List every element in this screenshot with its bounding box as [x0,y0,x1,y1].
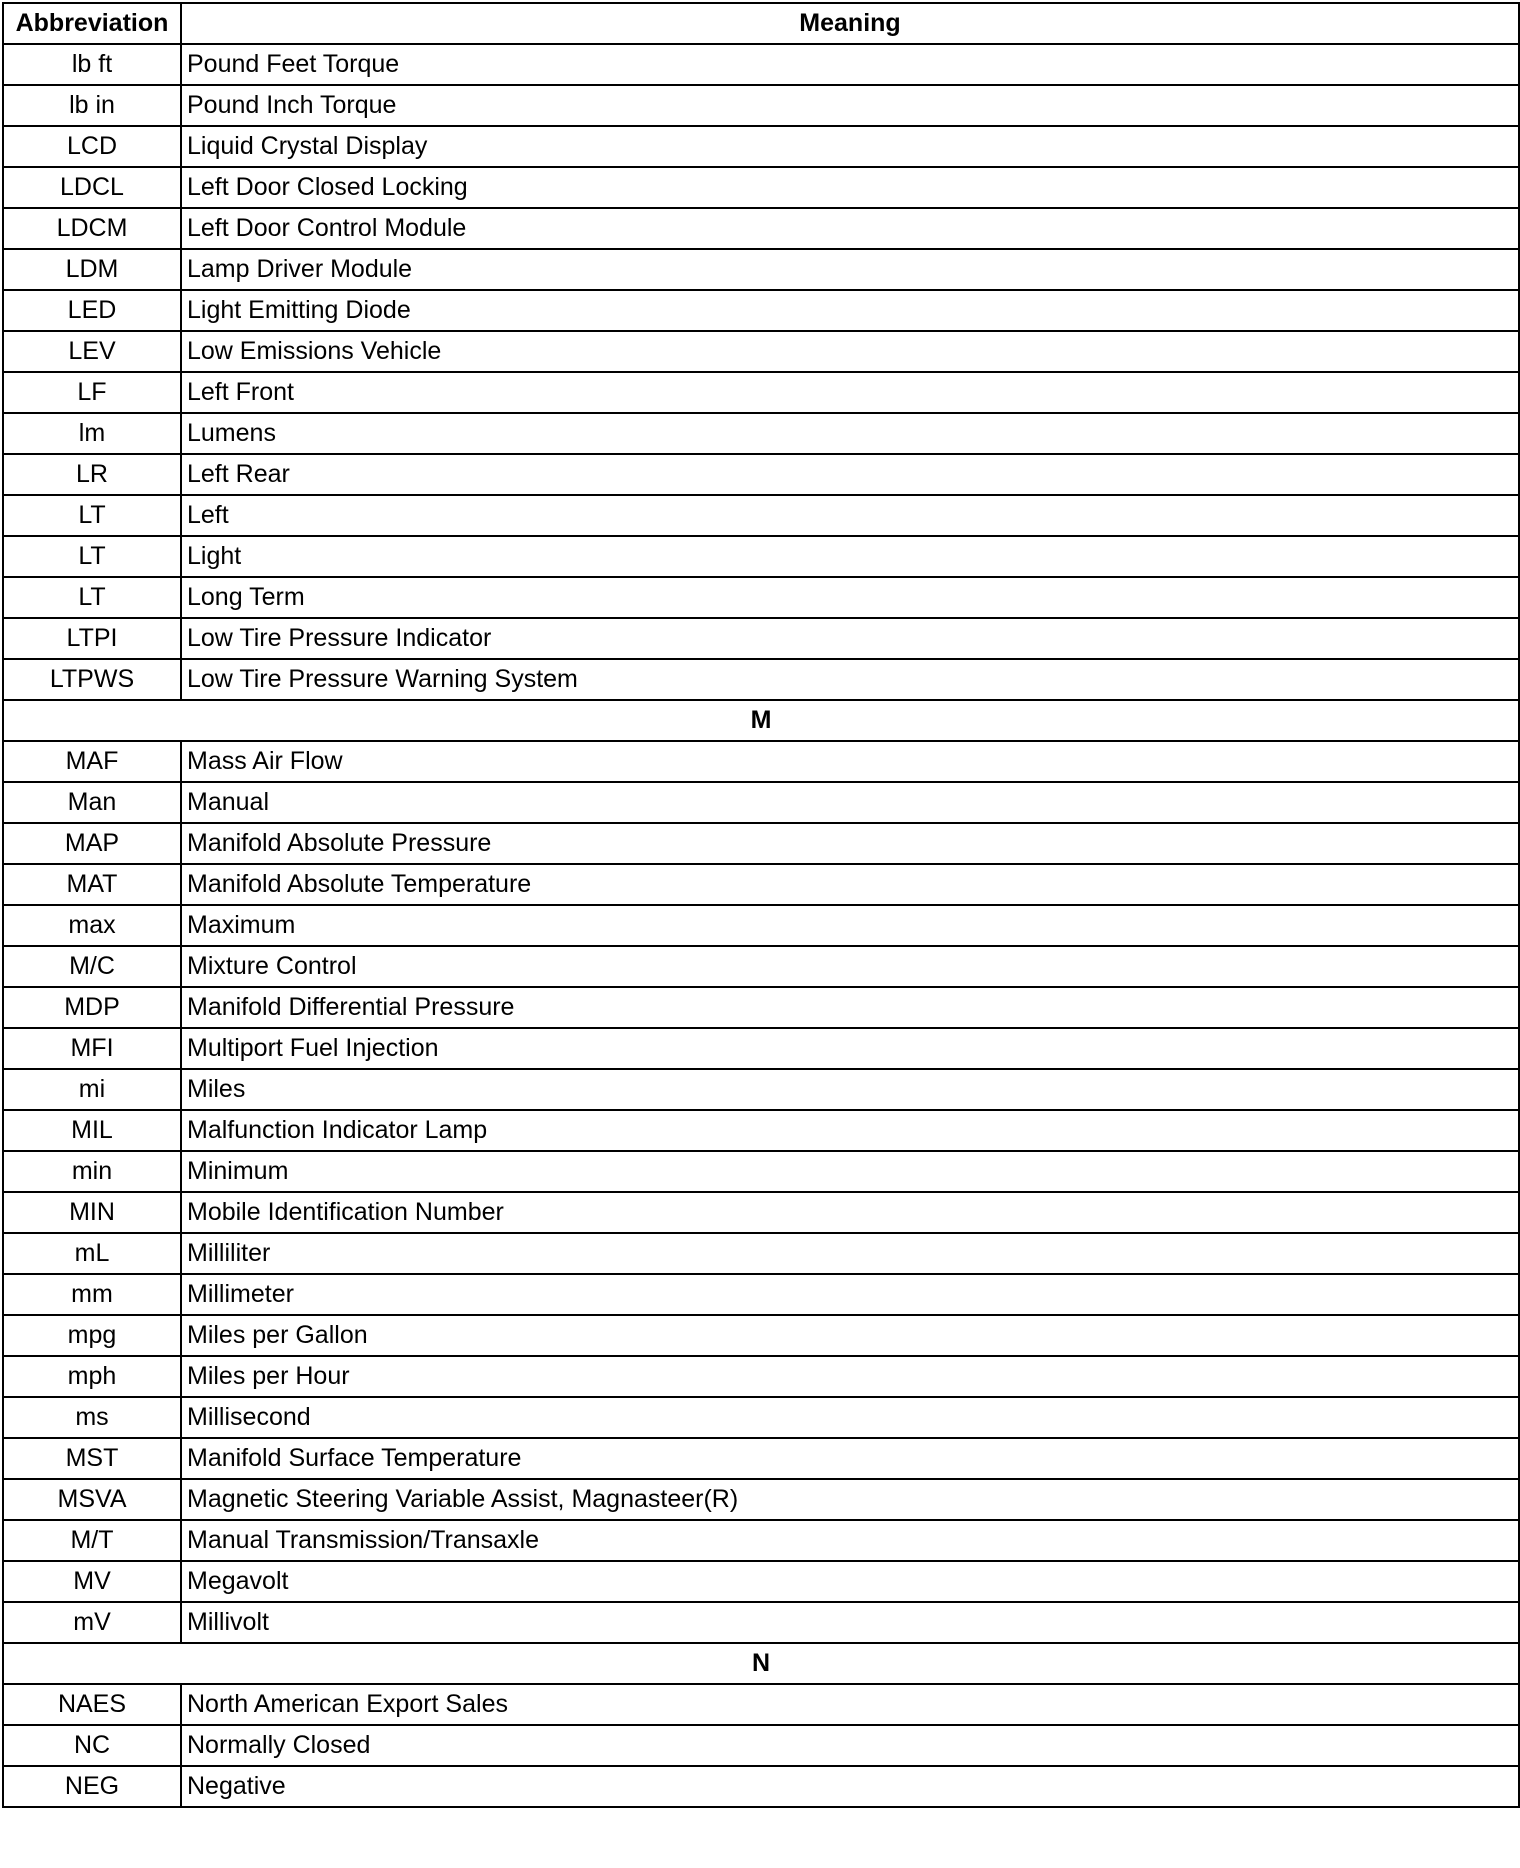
abbreviation-cell: LED [3,290,181,331]
meaning-cell: Maximum [181,905,1519,946]
table-row [3,1479,1519,1520]
abbreviation-cell: LTPI [3,618,181,659]
table-row [3,413,1519,454]
table-row [3,1233,1519,1274]
meaning-cell: Liquid Crystal Display [181,126,1519,167]
meaning-cell: Long Term [181,577,1519,618]
meaning-cell: Low Tire Pressure Indicator [181,618,1519,659]
table-row [3,1520,1519,1561]
abbreviation-table [2,2,1520,1808]
table-row [3,1192,1519,1233]
abbreviation-cell: NAES [3,1684,181,1725]
table-row [3,1151,1519,1192]
abbreviation-cell: NC [3,1725,181,1766]
meaning-cell: Manual [181,782,1519,823]
table-row [3,864,1519,905]
table-row [3,1766,1519,1807]
abbreviation-cell: mph [3,1356,181,1397]
table-row [3,126,1519,167]
meaning-cell: Manifold Differential Pressure [181,987,1519,1028]
meaning-cell: Low Emissions Vehicle [181,331,1519,372]
table-row [3,946,1519,987]
table-row [3,167,1519,208]
meaning-cell: Mixture Control [181,946,1519,987]
table-row [3,1356,1519,1397]
meaning-cell: Left [181,495,1519,536]
abbreviation-cell: mm [3,1274,181,1315]
abbreviation-cell: lm [3,413,181,454]
meaning-cell: Millimeter [181,1274,1519,1315]
table-row [3,1438,1519,1479]
meaning-cell: Left Door Closed Locking [181,167,1519,208]
abbreviation-cell: LF [3,372,181,413]
meaning-cell: Mass Air Flow [181,741,1519,782]
table-row [3,618,1519,659]
abbreviation-cell: Man [3,782,181,823]
table-row [3,1274,1519,1315]
meaning-cell: Light Emitting Diode [181,290,1519,331]
meaning-cell: Multiport Fuel Injection [181,1028,1519,1069]
table-row [3,1602,1519,1643]
meaning-cell: Negative [181,1766,1519,1807]
table-row [3,1397,1519,1438]
abbreviation-cell: MV [3,1561,181,1602]
meaning-column-header: Meaning [181,3,1519,44]
meaning-cell: North American Export Sales [181,1684,1519,1725]
abbreviation-cell: MAT [3,864,181,905]
meaning-cell: Malfunction Indicator Lamp [181,1110,1519,1151]
meaning-cell: Magnetic Steering Variable Assist, Magnasteer(R) [181,1479,1519,1520]
table-row [3,249,1519,290]
meaning-cell: Megavolt [181,1561,1519,1602]
abbreviation-cell: mpg [3,1315,181,1356]
table-row [3,741,1519,782]
table-row [3,1561,1519,1602]
abbreviation-cell: LR [3,454,181,495]
meaning-cell: Manifold Absolute Pressure [181,823,1519,864]
abbreviation-column-header: Abbreviation [3,3,181,44]
meaning-cell: Manual Transmission/Transaxle [181,1520,1519,1561]
section-heading: N [3,1643,1519,1684]
abbreviation-cell: LT [3,577,181,618]
abbreviation-cell: MSVA [3,1479,181,1520]
table-row [3,1110,1519,1151]
meaning-cell: Left Rear [181,454,1519,495]
abbreviation-sheet [2,2,1520,1808]
section-heading: M [3,700,1519,741]
meaning-cell: Mobile Identification Number [181,1192,1519,1233]
header-row [3,3,1519,44]
abbreviation-cell: lb ft [3,44,181,85]
abbreviation-cell: mV [3,1602,181,1643]
abbreviation-cell: MFI [3,1028,181,1069]
meaning-cell: Millisecond [181,1397,1519,1438]
section-row [3,1643,1519,1684]
abbreviation-cell: MAP [3,823,181,864]
table-row [3,987,1519,1028]
table-row [3,782,1519,823]
table-row [3,372,1519,413]
table-row [3,331,1519,372]
meaning-cell: Light [181,536,1519,577]
meaning-cell: Lumens [181,413,1519,454]
abbreviation-cell: MIL [3,1110,181,1151]
table-row [3,659,1519,700]
table-row [3,536,1519,577]
abbreviation-cell: lb in [3,85,181,126]
meaning-cell: Manifold Surface Temperature [181,1438,1519,1479]
abbreviation-cell: MIN [3,1192,181,1233]
abbreviation-cell: MDP [3,987,181,1028]
table-row [3,1028,1519,1069]
abbreviation-cell: LDCM [3,208,181,249]
abbreviation-cell: M/C [3,946,181,987]
table-row [3,495,1519,536]
table-row [3,1725,1519,1766]
table-row [3,905,1519,946]
meaning-cell: Millivolt [181,1602,1519,1643]
table-row [3,44,1519,85]
abbreviation-cell: M/T [3,1520,181,1561]
meaning-cell: Left Front [181,372,1519,413]
abbreviation-cell: max [3,905,181,946]
abbreviation-cell: mi [3,1069,181,1110]
table-body [3,44,1519,1807]
table-row [3,823,1519,864]
meaning-cell: Manifold Absolute Temperature [181,864,1519,905]
abbreviation-cell: LDM [3,249,181,290]
table-row [3,290,1519,331]
abbreviation-cell: ms [3,1397,181,1438]
abbreviation-cell: LEV [3,331,181,372]
abbreviation-cell: LCD [3,126,181,167]
abbreviation-cell: MAF [3,741,181,782]
abbreviation-cell: mL [3,1233,181,1274]
abbreviation-cell: MST [3,1438,181,1479]
table-row [3,85,1519,126]
table-row [3,1684,1519,1725]
meaning-cell: Low Tire Pressure Warning System [181,659,1519,700]
meaning-cell: Left Door Control Module [181,208,1519,249]
table-row [3,454,1519,495]
meaning-cell: Normally Closed [181,1725,1519,1766]
meaning-cell: Pound Inch Torque [181,85,1519,126]
meaning-cell: Miles [181,1069,1519,1110]
meaning-cell: Pound Feet Torque [181,44,1519,85]
section-row [3,700,1519,741]
abbreviation-cell: LT [3,495,181,536]
table-row [3,208,1519,249]
abbreviation-cell: min [3,1151,181,1192]
meaning-cell: Miles per Gallon [181,1315,1519,1356]
table-row [3,1069,1519,1110]
meaning-cell: Minimum [181,1151,1519,1192]
meaning-cell: Miles per Hour [181,1356,1519,1397]
table-row [3,577,1519,618]
abbreviation-cell: LTPWS [3,659,181,700]
meaning-cell: Lamp Driver Module [181,249,1519,290]
abbreviation-cell: LDCL [3,167,181,208]
table-row [3,1315,1519,1356]
abbreviation-cell: NEG [3,1766,181,1807]
meaning-cell: Milliliter [181,1233,1519,1274]
abbreviation-cell: LT [3,536,181,577]
